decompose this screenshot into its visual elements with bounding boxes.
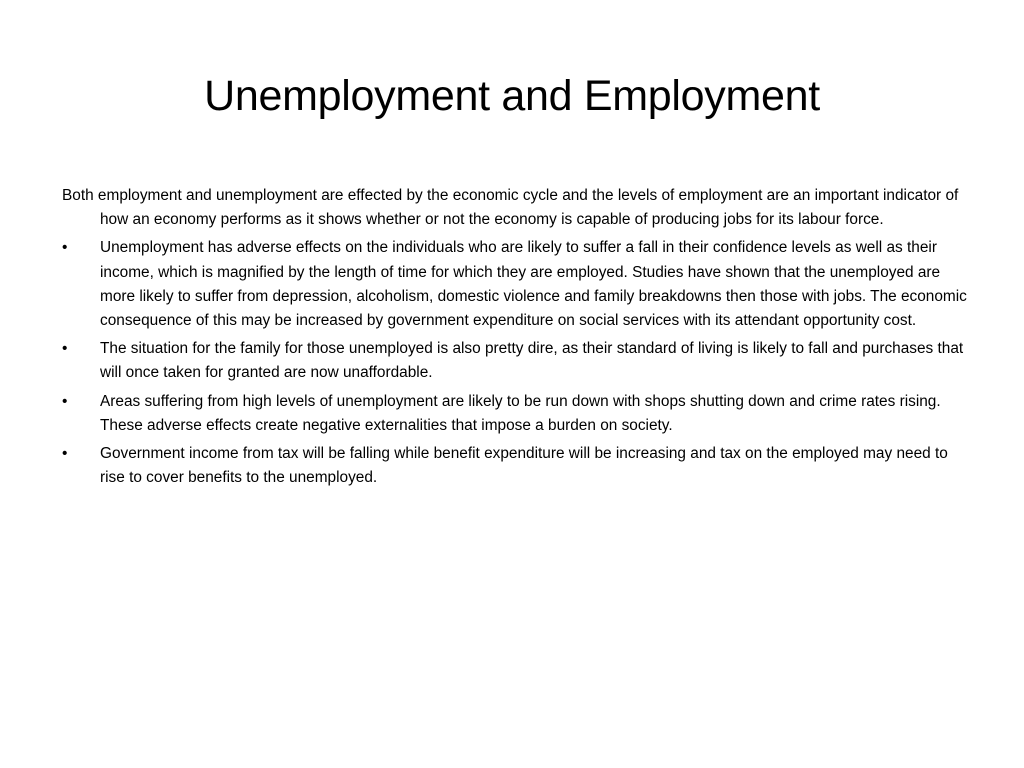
bullet-text: Government income from tax will be falling while benefit expenditure will be increasing and tax on the employed may need to rise to cover benefits to the unemployed.	[100, 445, 948, 487]
bullet-item	[62, 442, 967, 490]
bullet-text: Unemployment has adverse effects on the individuals who are likely to suffer a fall in their confidence levels as well as their income, which is magnified by the length of time for which they are employed. Studies have shown that the unemployed are more likely to suffer from depression, alcoholism, domestic violence and family breakdowns then those with jobs. The economic consequence of this may be increased by government expenditure on social services with its attendant opportunity cost.	[100, 239, 967, 330]
bullet-icon: •	[62, 445, 68, 463]
bullet-icon: •	[62, 239, 68, 257]
bullet-icon: •	[62, 392, 68, 410]
bullet-text: Areas suffering from high levels of unemployment are likely to be run down with shops shutting down and crime rates rising. These adverse effects create negative externalities that impose a burden on society.	[100, 392, 941, 434]
slide-title: Unemployment and Employment	[204, 72, 820, 120]
bullet-text: The situation for the family for those unemployed is also pretty dire, as their standard of living is likely to fall and purchases that will once taken for granted are now unaffordable.	[100, 340, 964, 382]
intro-paragraph: Both employment and unemployment are effected by the economic cycle and the levels of employment are an important indicator of how an economy performs as it shows whether or not the economy is capable of producing jobs for its labour force.	[62, 187, 959, 229]
slide-body	[62, 184, 967, 494]
bullet-icon: •	[62, 340, 68, 358]
bullet-item	[62, 236, 967, 333]
bullet-item	[62, 390, 967, 438]
bullet-item	[62, 337, 967, 385]
